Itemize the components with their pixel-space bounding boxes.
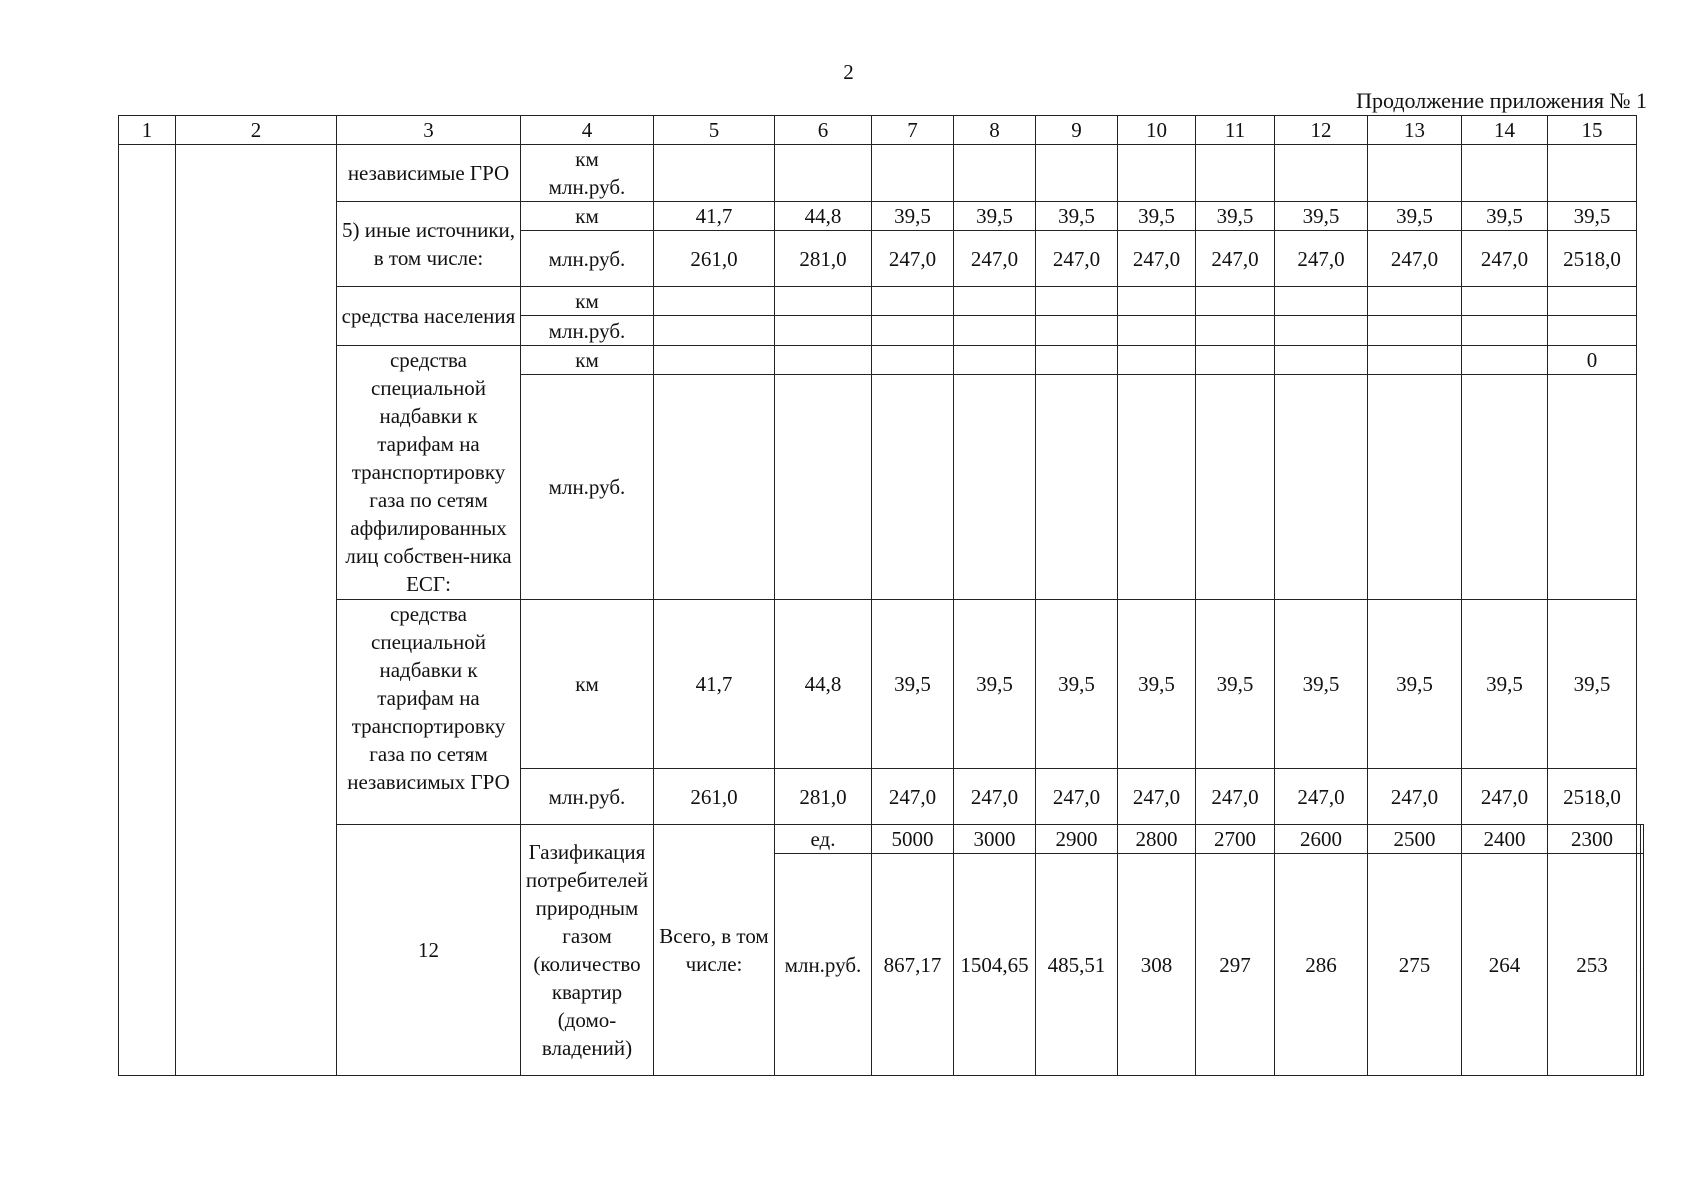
table-cell xyxy=(1637,825,1641,854)
table-cell: 39,5 xyxy=(872,600,954,769)
table-cell: ед. xyxy=(775,825,872,854)
table-cell: 39,5 xyxy=(1275,202,1368,231)
table-cell: 41,7 xyxy=(654,202,775,231)
table-cell: 297 xyxy=(1196,854,1275,1076)
row-label: средства населения xyxy=(337,287,521,346)
header-cell: 15 xyxy=(1548,116,1637,145)
table-cell: 247,0 xyxy=(1196,769,1275,825)
table-cell: 41,7 xyxy=(654,600,775,769)
row-label: средства специальной надбавки к тарифам на транспортировку газа по сетям аффилированных лиц собствен-ника ЕСГ: xyxy=(337,346,521,600)
data-table xyxy=(118,115,1644,1076)
table-cell: 247,0 xyxy=(1368,769,1462,825)
table-cell: млн.руб. xyxy=(521,231,654,287)
header-cell: 1 xyxy=(119,116,176,145)
row-label: 5) иные источники, в том числе: xyxy=(337,202,521,287)
table-cell: 253 xyxy=(1548,854,1637,1076)
table-cell: 2518,0 xyxy=(1548,769,1637,825)
table-cell: млн.руб. xyxy=(775,854,872,1076)
table-cell: 247,0 xyxy=(954,231,1036,287)
unit-rub: млн.руб. xyxy=(548,175,626,199)
header-cell: 2 xyxy=(176,116,337,145)
table-cell: 261,0 xyxy=(654,769,775,825)
table-cell: 2900 xyxy=(1036,825,1118,854)
table-row xyxy=(119,202,1644,231)
table-cell: 247,0 xyxy=(872,769,954,825)
table-cell: 1504,65 xyxy=(954,854,1036,1076)
table-cell: 264 xyxy=(1462,854,1548,1076)
table-cell: 39,5 xyxy=(1036,202,1118,231)
table-cell: 44,8 xyxy=(775,600,872,769)
table-cell: 39,5 xyxy=(1368,600,1462,769)
table-cell: 2300 xyxy=(1548,825,1637,854)
table-cell xyxy=(1640,854,1644,1076)
table-cell: 2400 xyxy=(1462,825,1548,854)
table-cell: 247,0 xyxy=(1462,231,1548,287)
row-name-cell: Газификация потребителей природным газом (количество квартир (домо-владений) xyxy=(521,825,654,1076)
table-cell: км xyxy=(521,346,654,375)
table-cell: 247,0 xyxy=(1118,769,1196,825)
table-row xyxy=(119,287,1644,316)
page-number: 2 xyxy=(843,60,854,84)
table-cell: млн.руб. xyxy=(521,316,654,346)
table-cell: 39,5 xyxy=(872,202,954,231)
header-cell: 11 xyxy=(1196,116,1275,145)
table-cell: 39,5 xyxy=(1196,600,1275,769)
table-cell: млн.руб. xyxy=(521,375,654,600)
row-label: средства специальной надбавки к тарифам на транспортировку газа по сетям независимых ГРО xyxy=(337,600,521,825)
row-number-cell xyxy=(119,145,176,1076)
table-cell: 485,51 xyxy=(1036,854,1118,1076)
unit-km: км xyxy=(575,147,599,171)
table-cell: 867,17 xyxy=(872,854,954,1076)
table-cell: 261,0 xyxy=(654,231,775,287)
table-cell: 39,5 xyxy=(1118,600,1196,769)
table-cell: 39,5 xyxy=(1036,600,1118,769)
table-cell: 247,0 xyxy=(1462,769,1548,825)
table-cell: 39,5 xyxy=(1196,202,1275,231)
table-cell: 247,0 xyxy=(1036,769,1118,825)
table-row xyxy=(119,346,1644,375)
table-row xyxy=(119,145,1644,202)
table-cell: 247,0 xyxy=(1368,231,1462,287)
table-cell: 39,5 xyxy=(954,202,1036,231)
table-cell: 39,5 xyxy=(1368,202,1462,231)
header-row xyxy=(119,116,1644,145)
table-cell: 308 xyxy=(1118,854,1196,1076)
table-cell: км xyxy=(521,287,654,316)
header-cell: 9 xyxy=(1036,116,1118,145)
table-cell: 281,0 xyxy=(775,231,872,287)
table-cell: 2800 xyxy=(1118,825,1196,854)
table-cell: 247,0 xyxy=(954,769,1036,825)
header-cell: 14 xyxy=(1462,116,1548,145)
table-cell: 275 xyxy=(1368,854,1462,1076)
row-name-cell xyxy=(176,145,337,1076)
table-cell: 247,0 xyxy=(1275,769,1368,825)
table-cell: 247,0 xyxy=(1118,231,1196,287)
table-cell: 281,0 xyxy=(775,769,872,825)
table-cell: 44,8 xyxy=(775,202,872,231)
table-cell: 247,0 xyxy=(1036,231,1118,287)
table-cell: 39,5 xyxy=(1118,202,1196,231)
table-cell: 2700 xyxy=(1196,825,1275,854)
table-cell: 3000 xyxy=(954,825,1036,854)
row-label: независимые ГРО xyxy=(337,145,521,202)
table-cell: 2518,0 xyxy=(1548,231,1637,287)
header-cell: 7 xyxy=(872,116,954,145)
row-number-cell: 12 xyxy=(337,825,521,1076)
table-cell: 247,0 xyxy=(1275,231,1368,287)
header-cell: 8 xyxy=(954,116,1036,145)
table-cell: 2500 xyxy=(1368,825,1462,854)
table-row xyxy=(119,600,1644,769)
header-cell: 12 xyxy=(1275,116,1368,145)
table-cell: 2600 xyxy=(1275,825,1368,854)
continuation-label: Продолжение приложения № 1 xyxy=(1356,88,1647,113)
table-cell: 39,5 xyxy=(1462,600,1548,769)
table-cell: млн.руб. xyxy=(521,769,654,825)
header-cell: 4 xyxy=(521,116,654,145)
header-cell: 10 xyxy=(1118,116,1196,145)
header-cell: 6 xyxy=(775,116,872,145)
header-cell: 13 xyxy=(1368,116,1462,145)
table-cell: 39,5 xyxy=(1548,600,1637,769)
table-row xyxy=(119,825,1644,854)
table-cell: 286 xyxy=(1275,854,1368,1076)
table-cell: 247,0 xyxy=(872,231,954,287)
table-cell: 247,0 xyxy=(1196,231,1275,287)
table-cell: км xyxy=(521,600,654,769)
header-cell: 5 xyxy=(654,116,775,145)
unit-cell xyxy=(521,145,654,202)
table-cell xyxy=(1640,825,1644,854)
header-cell: 3 xyxy=(337,116,521,145)
table-cell: 39,5 xyxy=(1462,202,1548,231)
table-cell: 39,5 xyxy=(1275,600,1368,769)
table-cell: 39,5 xyxy=(954,600,1036,769)
table-cell: 39,5 xyxy=(1548,202,1637,231)
table-cell: 0 xyxy=(1548,346,1637,375)
row-label: Всего, в том числе: xyxy=(654,825,775,1076)
table-cell: 5000 xyxy=(872,825,954,854)
table-cell: км xyxy=(521,202,654,231)
